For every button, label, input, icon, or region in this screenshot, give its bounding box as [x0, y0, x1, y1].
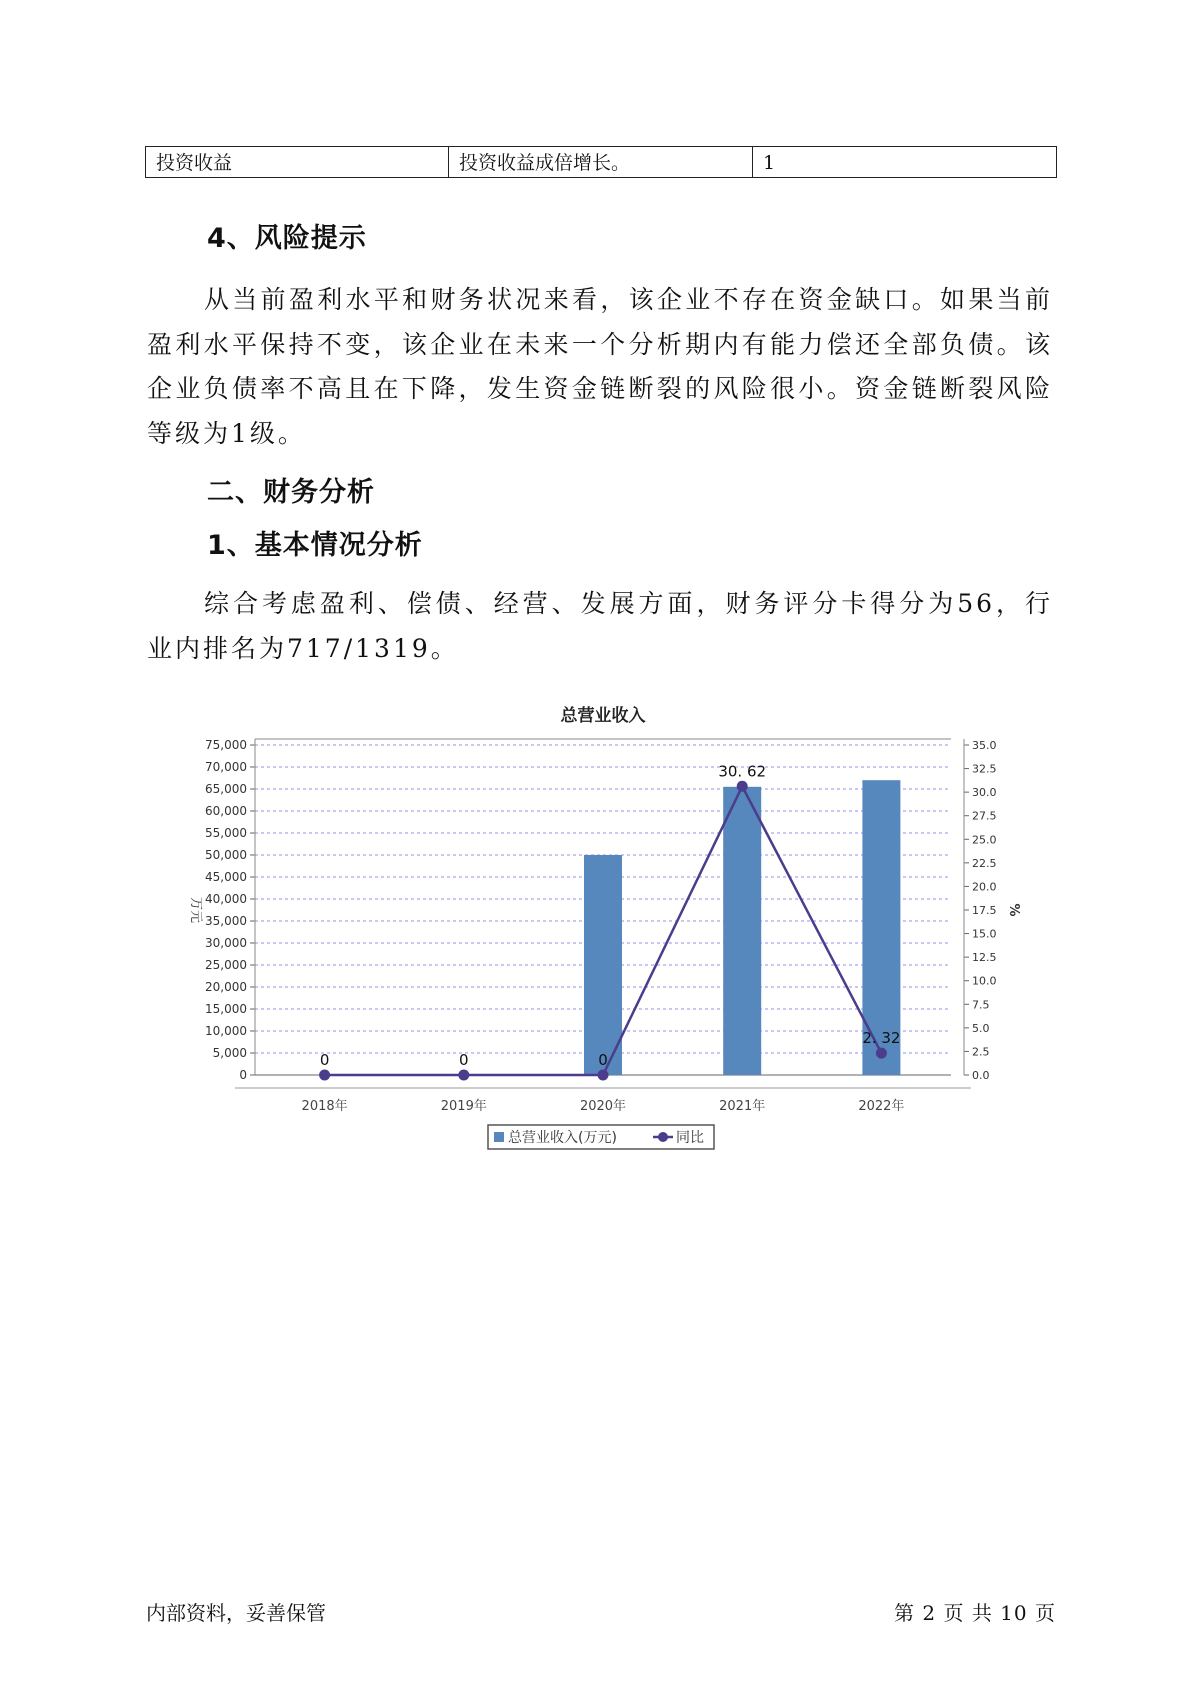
y-right-tick-label: 25.0	[972, 833, 997, 847]
y-left-tick-label: 0	[239, 1068, 247, 1082]
subsection-heading-basic: 1、基本情况分析	[207, 530, 423, 561]
y-left-tick-label: 35,000	[205, 914, 247, 928]
risk-paragraph: 从当前盈利水平和财务状况来看，该企业不存在资金缺口。如果当前盈利水平保持不变，该企业在未来一个分析期内有能力偿还全部负债。该企业负债率不高且在下降，发生资金链断裂的风险很小。资金链断裂风险等级为1级。	[147, 285, 1053, 448]
y-right-tick-label: 35.0	[972, 739, 997, 752]
yoy-data-label: 30. 62	[718, 762, 767, 781]
y-right-tick-label: 20.0	[972, 880, 997, 894]
y-right-tick-label: 0.0	[972, 1069, 990, 1082]
revenue-chart	[180, 695, 1030, 1155]
yoy-point	[737, 781, 748, 792]
yoy-data-label: 2. 32	[862, 1029, 901, 1048]
x-tick-label: 2020年	[579, 1099, 627, 1114]
y-right-tick-label: 17.5	[972, 904, 997, 917]
table-row	[146, 147, 1057, 178]
section-heading-risk: 4、风险提示	[207, 223, 367, 254]
y-left-tick-label: 55,000	[205, 826, 247, 840]
yoy-point	[598, 1070, 609, 1081]
yoy-data-label: 0	[598, 1051, 608, 1069]
table-cell: 1	[753, 147, 1057, 178]
y-left-tick-label: 15,000	[205, 1002, 247, 1016]
y-left-tick-label: 20,000	[205, 980, 247, 994]
y-left-tick-label: 65,000	[205, 782, 247, 796]
y-right-tick-label: 10.0	[972, 974, 997, 988]
y-left-tick-label: 25,000	[205, 958, 247, 972]
chart-svg	[180, 695, 1030, 1155]
yoy-data-label: 0	[319, 1051, 330, 1069]
x-tick-label: 2021年	[719, 1099, 766, 1114]
finance-paragraph: 综合考虑盈利、偿债、经营、发展方面，财务评分卡得分为56，行业内排名为717/1319。	[147, 589, 1053, 663]
y-right-tick-label: 27.5	[972, 809, 997, 823]
legend-label-yoy: 同比	[676, 1130, 704, 1146]
y-right-tick-label: 32.5	[972, 762, 997, 776]
y-right-tick-label: 5.0	[972, 1021, 990, 1035]
y-right-tick-label: 7.5	[972, 998, 990, 1012]
legend-label-revenue: 总营业收入(万元)	[508, 1130, 617, 1146]
yoy-point	[876, 1048, 887, 1059]
y-left-tick-label: 30,000	[205, 936, 247, 950]
y-right-tick-label: 12.5	[972, 951, 997, 965]
revenue-bar	[584, 855, 622, 1075]
y-right-tick-label: 15.0	[972, 927, 997, 941]
y-left-tick-label: 60,000	[205, 804, 247, 818]
section-heading-finance: 二、财务分析	[207, 477, 375, 508]
yoy-point	[458, 1070, 469, 1081]
y-right-tick-label: 2.5	[972, 1045, 990, 1059]
footer-page-number: 第 2 页 共 10 页	[894, 1601, 1056, 1625]
y-left-tick-label: 5,000	[212, 1046, 247, 1060]
x-tick-label: 2019年	[440, 1099, 487, 1114]
y-left-tick-label: 10,000	[205, 1024, 247, 1038]
footer-confidential: 内部资料，妥善保管	[146, 1601, 326, 1625]
yoy-data-label: 0	[459, 1051, 469, 1069]
y-right-axis-label: %	[1006, 903, 1021, 917]
x-tick-label: 2022年	[858, 1099, 905, 1114]
y-left-axis-label: 万元	[188, 896, 203, 924]
y-left-tick-label: 75,000	[205, 738, 247, 752]
y-left-tick-label: 40,000	[205, 892, 247, 906]
y-left-tick-label: 50,000	[205, 848, 247, 862]
y-right-tick-label: 30.0	[972, 786, 997, 800]
x-tick-label: 2018年	[301, 1099, 348, 1114]
y-left-tick-label: 70,000	[205, 760, 247, 774]
y-left-tick-label: 45,000	[205, 870, 247, 884]
y-right-tick-label: 22.5	[972, 856, 997, 870]
legend-swatch-revenue	[494, 1132, 504, 1142]
revenue-bar	[723, 787, 761, 1075]
legend-marker-yoy	[658, 1132, 668, 1142]
chart-title: 总营业收入	[560, 706, 646, 726]
table-cell: 投资收益成倍增长。	[449, 147, 753, 178]
yoy-point	[319, 1070, 330, 1081]
income-table	[145, 146, 1057, 178]
table-cell: 投资收益	[146, 147, 449, 178]
